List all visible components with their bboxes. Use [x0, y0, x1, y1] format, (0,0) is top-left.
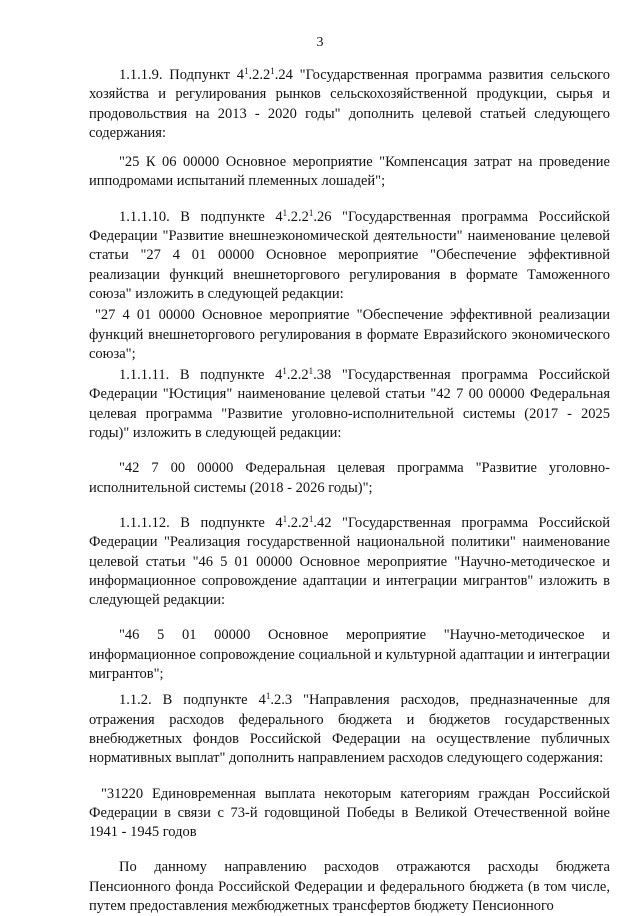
- paragraph-quote-27: "27 4 01 00000 Основное мероприятие "Обеспечение эффективной реализации функций внешнеторгового регулирования в формате Евразийского экономического союза";: [89, 307, 610, 362]
- superscript-mark: 1: [308, 366, 314, 377]
- paragraph-1-1-1-9: 1.1.1.9. Подпункт $4^1.2.2^1.24$ "Государственная программа развития сельского хозяйства и регулирования рынков сельскохозяйственной продукции, сырья и продовольствия на 2013 - 2020 годы" дополнить целевой статьей следующего содержания:: [89, 66, 610, 141]
- paragraph-quote-42: "42 7 00 00000 Федеральная целевая программа "Развитие уголовно-исполнительной системы (2018 - 2026 годы)";: [89, 460, 610, 496]
- superscript-mark: 1: [243, 66, 249, 76]
- superscript-mark: 1: [282, 207, 288, 218]
- superscript-mark: 1: [270, 66, 275, 76]
- superscript-mark: 1: [282, 366, 287, 377]
- paragraph-1-1-2: 1.1.2. В подпункте $4^1.2.3$ "Направления расходов, предназначенные для отражения расходов федерального бюджета и бюджетов государственных внебюджетных фондов Российской Федерации на осуществление публичных нормативных выплат" дополнить направлением расходов следующего содержания:: [89, 691, 610, 767]
- superscript-mark: 1: [265, 691, 271, 702]
- paragraph-1-1-1-11: 1.1.1.11. В подпункте $4^1.2.2^1.38$ "Государственная программа Российской Федерации "Юстиция" наименование целевой статьи "42 7 00 00000 Федеральная целевая программа "Развитие уголовно-исполнительной системы (2017 - 2025 годы)" изложить в следующей редакции:: [89, 366, 611, 442]
- paragraph-quote-46: "46 5 01 00000 Основное мероприятие "Научно-методическое и информационное сопровождение социальной и культурной адаптации и интеграции мигрантов";: [89, 627, 610, 683]
- paragraph-quote-25: "25 К 06 00000 Основное мероприятие "Компенсация затрат на проведение ипподромами испытаний племенных лошадей";: [89, 154, 610, 190]
- document-body: [89, 66, 610, 916]
- superscript-mark: 1: [308, 207, 314, 218]
- paragraph-quote-31220: "31220 Единовременная выплата некоторым категориям граждан Российской Федерации в связи с 73-й годовщиной Победы в Великой Отечественной войне 1941 - 1945 годов: [89, 785, 610, 841]
- page-number: 3: [316, 35, 324, 50]
- paragraph-1-1-1-10: 1.1.1.10. В подпункте $4^1.2.2^1.26$ "Государственная программа Российской Федерации "Развитие внешнеэкономической деятельности" наименование целевой статьи "27 4 01 00000 Основное мероприятие "Обеспечение эффективной реализации функций внешнеторгового регулирования в формате Таможенного союза" изложить в следующей редакции:: [89, 207, 610, 302]
- paragraph-1-1-1-12: 1.1.1.12. В подпункте $4^1.2.2^1.42$ "Государственная программа Российской Федерации "Реализация государственной национальной политики" наименование целевой статьи "46 5 01 00000 Основное мероприятие "Научно-методическое и информационное сопровождение адаптации и интеграции мигрантов" изложить в следующей редакции:: [89, 513, 610, 609]
- paragraph-expense-direction: По данному направлению расходов отражаются расходы бюджета Пенсионного фонда Российской Федерации и федерального бюджета (в том числе, путем предоставления межбюджетных трансфертов бюджету Пенсионного: [89, 859, 610, 914]
- superscript-mark: 1: [282, 513, 288, 524]
- superscript-mark: 1: [308, 513, 314, 524]
